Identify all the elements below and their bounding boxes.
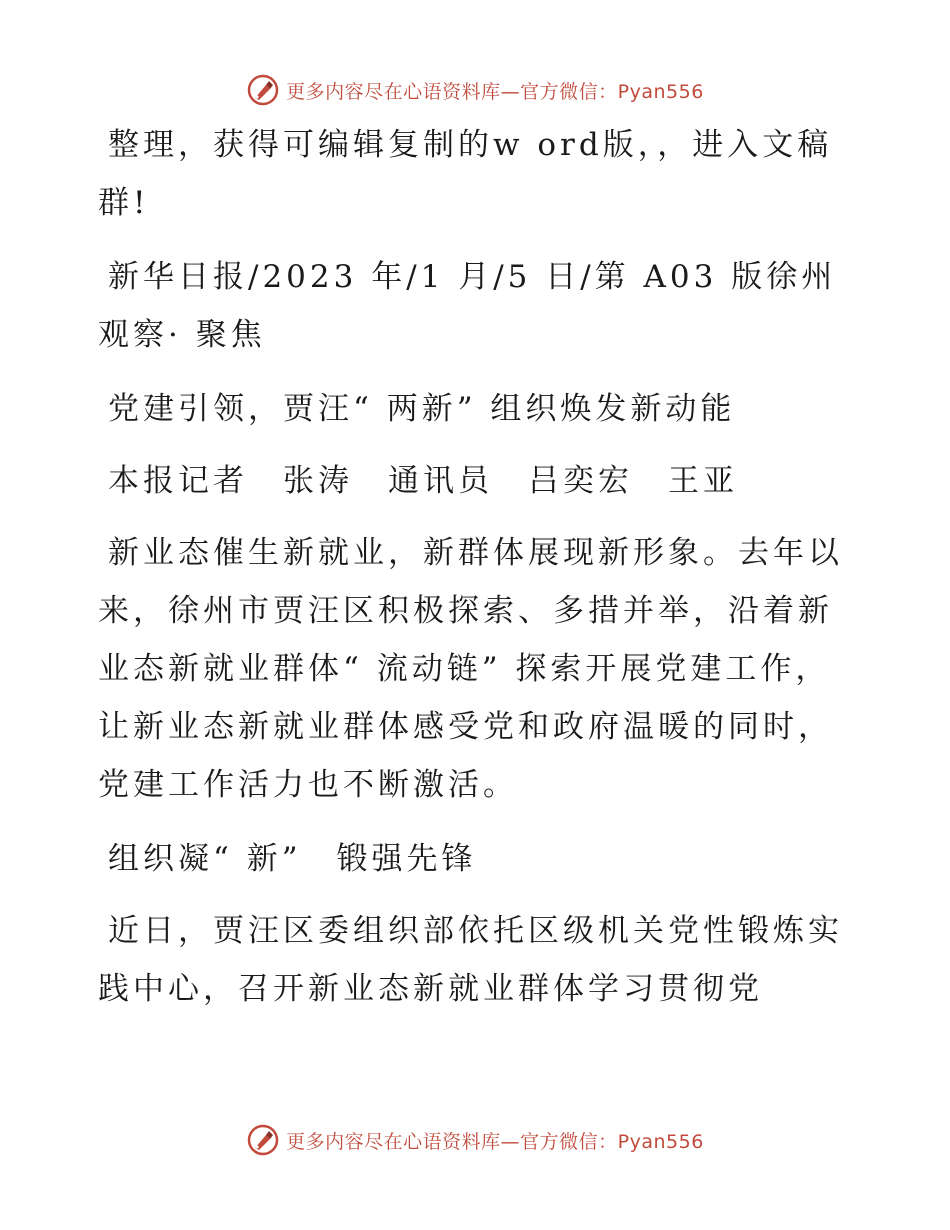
article-title: 党建引领，贾汪“ 两新” 组织焕发新动能 [108,391,736,427]
section-heading: 组织凝“ 新” 锻强先锋 [108,841,477,877]
footer-watermark [0,1120,950,1160]
watermark-text: 更多内容尽在心语资料库—官方微信：Pyan556 [286,80,704,103]
source-line: 新华日报/2023 年/1 月/5 日/第 A03 版徐州观察· 聚焦 [98,259,837,353]
lead-paragraph: 新业态催生新就业，新群体展现新形象。去年以来，徐州市贾汪区积极探索、多措并举，沿着新业态新就业群体“ 流动链” 探索开展党建工作，让新业态新就业群体感受党和政府温暖的同时，党建工作活力也不断激活。 [98,535,843,803]
header-watermark [0,70,950,110]
byline: 本报记者 张涛 通讯员 吕奕宏 王亚 [108,463,738,499]
watermark-text: 更多内容尽在心语资料库—官方微信：Pyan556 [286,1130,704,1153]
document-body [98,116,858,1034]
watermark-wechat-id: Pyan556 [617,80,704,103]
pen-logo-icon [246,1123,280,1157]
body-paragraph: 近日，贾汪区委组织部依托区级机关党性锻炼实践中心，召开新业态新就业群体学习贯彻党 [98,913,843,1007]
pen-logo-icon [246,73,280,107]
watermark-wechat-id: Pyan556 [617,1130,704,1153]
intro-paragraph: 整理，获得可编辑复制的w ord版，，进入文稿群! [98,127,833,221]
